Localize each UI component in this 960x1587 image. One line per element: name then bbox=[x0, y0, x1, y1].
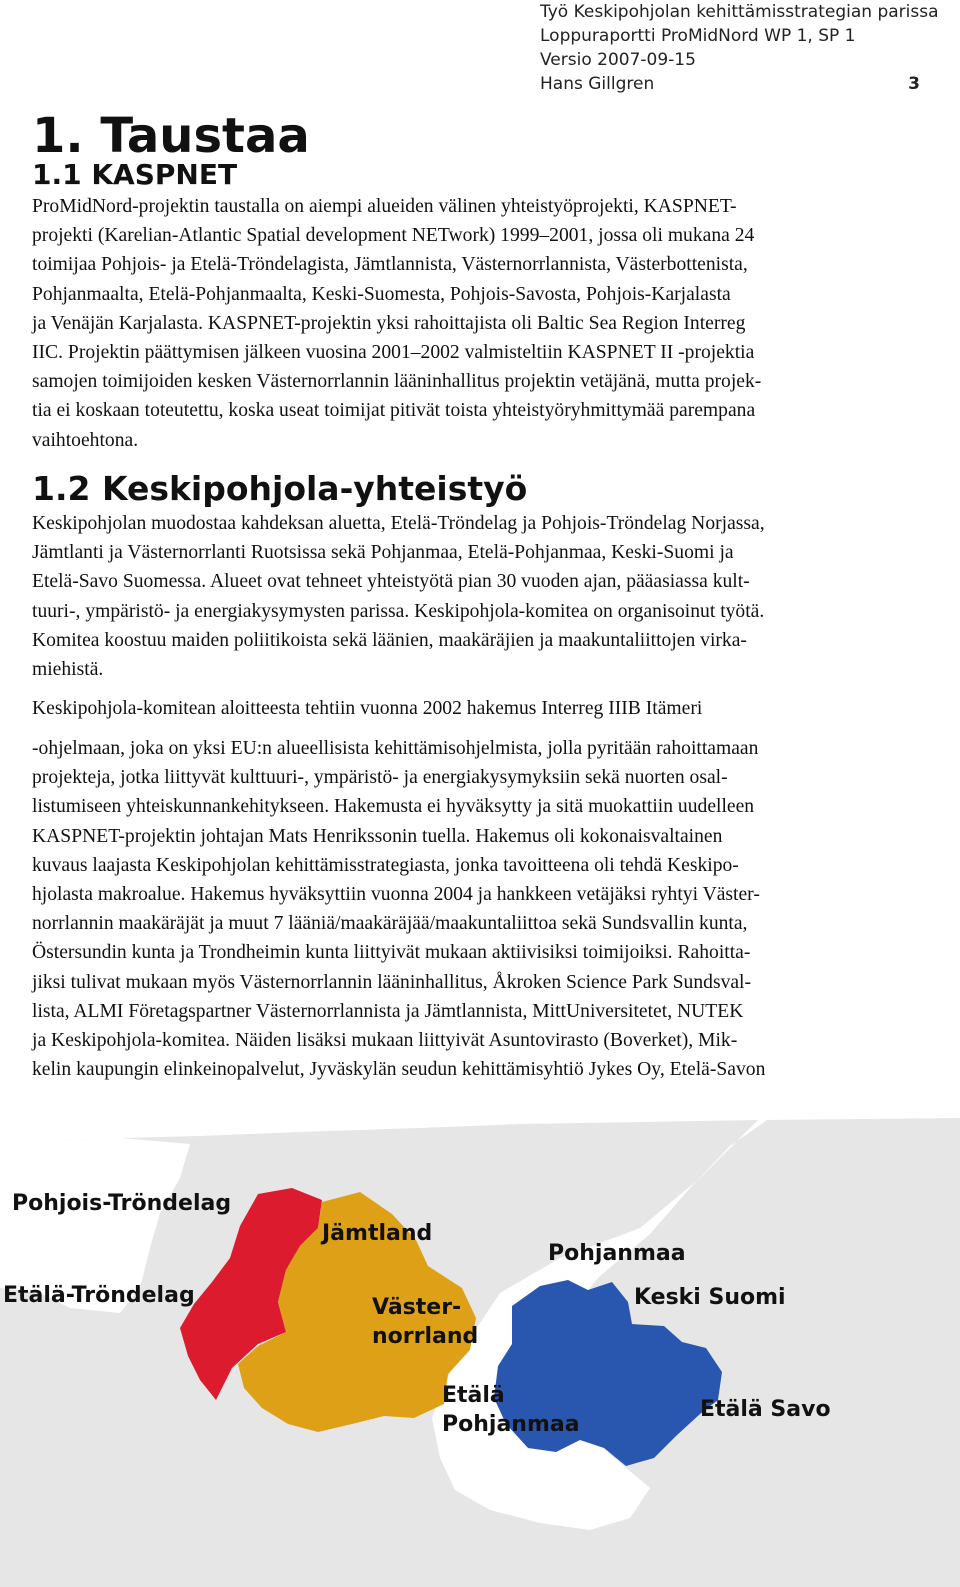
text-line: tuuri-, ympäristö- ja energiakysymysten parissa. Keskipohjola-komitea on organisoinut työtä. bbox=[32, 600, 765, 622]
text-line: IIC. Projektin päättymisen jälkeen vuosina 2001–2002 valmisteltiin KASPNET II -projektia bbox=[32, 342, 755, 364]
header-line: Versio 2007-09-15 bbox=[540, 50, 696, 70]
label-etela-pohjanmaa-line2: Pohjanmaa bbox=[442, 1412, 580, 1437]
text-line: hjolasta makroalue. Hakemus hyväksyttiin vuonna 2004 ja hankkeen vetäjäksi ryhtyi Väster- bbox=[32, 884, 760, 906]
label-pohjanmaa: Pohjanmaa bbox=[548, 1241, 686, 1266]
label-vasternorrland-line1: Väster- bbox=[372, 1295, 462, 1320]
text-line: norrlannin maakäräjät ja muut 7 lääniä/maakäräjää/maakuntaliittoa sekä Sundsvallin kunta, bbox=[32, 913, 748, 935]
text-line: Pohjanmaalta, Etelä-Pohjanmaalta, Keski-Suomesta, Pohjois-Savosta, Pohjois-Karjalasta bbox=[32, 283, 731, 305]
label-jamtland: Jämtland bbox=[322, 1221, 433, 1246]
text-line: kelin kaupungin elinkeinopalvelut, Jyväskylän seudun kehittämisyhtiö Jykes Oy, Etelä-Savon bbox=[32, 1059, 766, 1081]
label-etela-savo: Etälä Savo bbox=[700, 1397, 831, 1422]
text-line: Komitea koostuu maiden poliitikoista sekä läänien, maakäräjien ja maakuntaliittojen virka- bbox=[32, 629, 747, 651]
text-line: Etelä-Savo Suomessa. Alueet ovat tehneet yhteistyötä pian 30 vuoden ajan, pääasiassa kult- bbox=[32, 571, 750, 593]
keskipohjola-paragraph-1 bbox=[32, 509, 944, 684]
text-line: Keskipohjola-komitean aloitteesta tehtiin vuonna 2002 hakemus Interreg IIIB Itämeri bbox=[32, 698, 703, 719]
text-line: ja Venäjän Karjalasta. KASPNET-projektin yksi rahoittajista oli Baltic Sea Region Interreg bbox=[32, 312, 746, 334]
text-line: ja Keskipohjola-komitea. Näiden lisäksi mukaan liittyivät Asuntovirasto (Boverket), Mik- bbox=[32, 1030, 738, 1052]
text-line: vaihtoehtona. bbox=[32, 429, 139, 451]
text-line: samojen toimijoiden kesken Västernorrlannin lääninhallitus projektin vetäjänä, mutta projek- bbox=[32, 371, 762, 393]
label-pohjois-trondelag: Pohjois-Tröndelag bbox=[12, 1191, 232, 1216]
text-line: listumiseen yhteiskunnankehitykseen. Hakemusta ei hyväksytty ja sitä muokattiin uudelleen bbox=[32, 796, 755, 818]
text-line: Jämtlanti ja Västernorrlanti Ruotsissa sekä Pohjanmaa, Etelä-Pohjanmaa, Keski-Suomi ja bbox=[32, 542, 734, 564]
text-line: lista, ALMI Företagspartner Västernorrlannista ja Jämtlannista, MittUniversitetet, NUTEK bbox=[32, 1000, 744, 1022]
page-number: 3 bbox=[908, 74, 920, 94]
label-etela-pohjanmaa-line1: Etälä bbox=[442, 1383, 505, 1408]
text-line: KASPNET-projektin johtajan Mats Henrikssonin tuella. Hakemus oli kokonaisvaltainen bbox=[32, 825, 723, 847]
text-line: tia ei koskaan toteutettu, koska useat toimijat pitivät toista yhteistyöryhmittymää parempana bbox=[32, 400, 756, 422]
text-line: -ohjelmaan, joka on yksi EU:n alueellisista kehittämisohjelmista, jolla pyritään rahoittamaan bbox=[32, 738, 759, 759]
keskipohjola-paragraph-3 bbox=[32, 734, 944, 1084]
section-heading-keskipohjola: 1.2 Keskipohjola-yhteistyö bbox=[32, 469, 528, 508]
chapter-title: 1. Taustaa bbox=[32, 108, 310, 164]
text-line: Östersundin kunta ja Trondheimin kunta liittyivät mukaan aktiivisiksi toimijoiksi. Rahoitta- bbox=[32, 942, 751, 964]
text-line: ProMidNord-projektin taustalla on aiempi alueiden välinen yhteistyöprojekti, KASPNET- bbox=[32, 196, 737, 217]
text-line: kuvaus laajasta Keskipohjolan kehittämisstrategiasta, jonka tavoitteena oli tehdä Keskipo- bbox=[32, 854, 739, 876]
text-line: toimijaa Pohjois- ja Etelä-Tröndelagista, Jämtlannista, Västernorrlannista, Västerbottenista, bbox=[32, 254, 748, 276]
text-line: Keskipohjolan muodostaa kahdeksan aluetta, Etelä-Tröndelag ja Pohjois-Tröndelag Norjassa, bbox=[32, 513, 765, 534]
text-line: projekti (Karelian-Atlantic Spatial development NETwork) 1999–2001, jossa oli mukana 24 bbox=[32, 225, 755, 247]
label-vasternorrland-line2: norrland bbox=[372, 1324, 479, 1349]
section-heading-kaspnet: 1.1 KASPNET bbox=[32, 158, 238, 191]
region-map bbox=[0, 1118, 960, 1587]
keskipohjola-paragraph-2 bbox=[32, 694, 944, 723]
text-line: projekteja, jotka liittyvät kulttuuri-, ympäristö- ja energiakysymyksiin sekä nuorten osal- bbox=[32, 767, 728, 789]
kaspnet-paragraph bbox=[32, 192, 944, 455]
page-header bbox=[540, 0, 939, 96]
header-line: Työ Keskipohjolan kehittämisstrategian parissa bbox=[540, 2, 939, 22]
label-etela-trondelag: Etälä-Tröndelag bbox=[3, 1283, 195, 1308]
text-line: miehistä. bbox=[32, 659, 104, 681]
header-author-row bbox=[540, 72, 930, 96]
header-line: Loppuraportti ProMidNord WP 1, SP 1 bbox=[540, 26, 856, 46]
label-keski-suomi: Keski Suomi bbox=[634, 1285, 786, 1310]
header-author: Hans Gillgren bbox=[540, 74, 655, 94]
text-line: jiksi tulivat mukaan myös Västernorrlannin lääninhallitus, Åkroken Science Park Sundsval- bbox=[32, 971, 752, 993]
